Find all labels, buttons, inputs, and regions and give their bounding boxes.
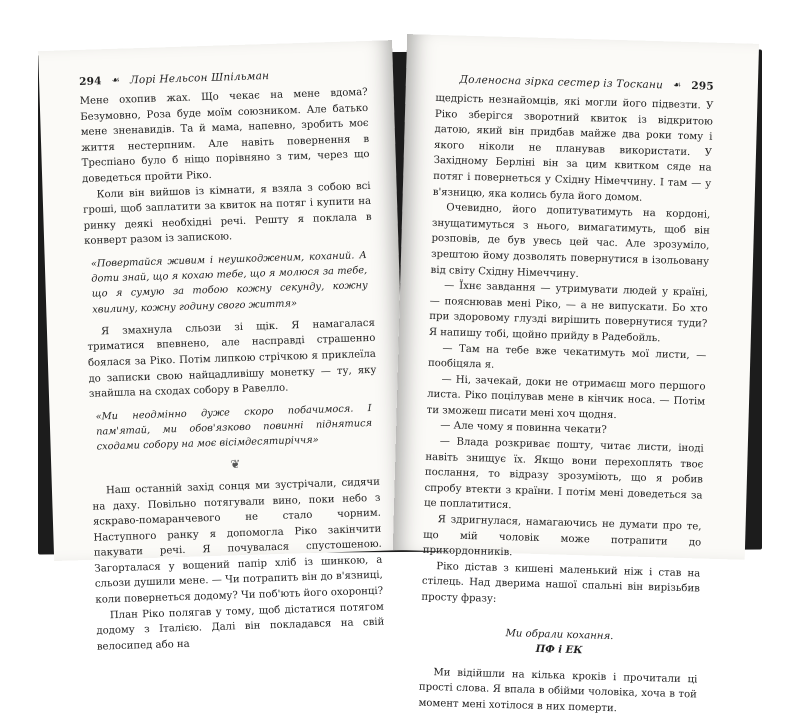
paragraph: — Але чому я повинна чекати? [440, 420, 607, 437]
paragraph: Наш останній захід сонця ми зустрічали, сидячи на даху. Повільно потягували вино, поки небо з яскраво-помаранчевого не стало чорним. Наступного ранку я допомогла Ріко закінчити пакувати речі. Я почувалася спустошеною. Загорталася у вощений папір хліб із шинкою, а сльози душили мене. — Чи потрапить він до в'язниці, коли повернеться додому? Чи поб'ють його охоронці? [92, 476, 384, 606]
section-ornament-icon: ❦ [229, 457, 241, 472]
carved-phrase: Ми обрали кохання. [505, 627, 614, 642]
author-name: Лорі Нельсон Шпільман [129, 70, 270, 87]
note-quote: «Ми неодмінно дуже скоро побачимося. І пам'ятай, ми обов'язково повинні піднятися сходами собору на моє вісімдесятиріччя» [95, 402, 373, 453]
paragraph: — Там на тебе вже чекатимуть мої листи, — пообіцяла я. [427, 342, 707, 371]
paragraph: Мене охопив жах. Що чекає на мене вдома? Безумовно, Роза буде моїм союзником. Але батько мене зненавидів. Та й мама, напевно, зробить моє життя нестерпним. Але навіть повернення в Треспіано було б ніщо порівняно з тим, через що доведеться пройти Ріко. [79, 86, 370, 185]
paragraph: Ріко дістав з кишені маленький ніж і став на стілець. Над дверима нашої спальні він вирізьбив просту фразу: [421, 560, 701, 605]
paragraph: Ми відійшли на кілька кроків і прочитали ці прості слова. Я впала в обійми чоловіка, хоча в той момент мені хотілося в них померти. [418, 666, 698, 715]
left-page [38, 40, 408, 653]
paragraph: План Ріко полягав у тому, щоб дістатися потягом додому з Італією. Далі він покладався на свій велосипед або на [96, 601, 385, 653]
note-quote: «Повертайся живим і неушкодженим, коханий. А доти знай, що я кохаю тебе, що я молюся за тебе, що я сумую за тобою кожну секунду, кожну хвилину, кожну годину свого життя» [90, 249, 368, 316]
right-page [393, 34, 759, 715]
paragraph: Я здригнулася, намагаючись не думати про те, що мій чоловік може потрапити до прикордонників. [422, 514, 702, 559]
page-number-right: 295 [691, 80, 715, 93]
paragraph: щедрість незнайомців, які могли його підвезти. У Ріко зберігся зворотний квиток із відкритою датою, який він придбав майже два роки тому і якого ніколи не планував використати. У Західному Берліні він за цим квитком сяде на потяг і повернеться у Східну Німеччину. І там — у в'язницю, яка колись була його домом. [432, 92, 714, 204]
paragraph: — Ні, зачекай, доки не отримаєш мого першого листа. Ріко поцілував мене в кінчик носа. — Потім ти зможеш писати мені хоч щодня. [426, 373, 706, 421]
paragraph: Очевидно, його допитуватимуть на кордоні, знущатимуться з нього, вимагатимуть, щоб він розповів, де був увесь цей час. Але зрозуміло, зрештою йому дозволять повернутися в ізольовану від світу Східну Німеччину. [430, 202, 711, 280]
paragraph: Коли він вийшов із кімнати, я взяла з собою всі гроші, щоб заплатити за квиток на потяг і купити на ринку деякі необхідні речі. Решту я поклала в конверт разом із запискою. [83, 180, 372, 248]
flourish-icon: ☙ [672, 80, 682, 91]
running-title: Доленосна зірка сестер із Тоскани [459, 73, 664, 92]
paragraph: — Їхнє завдання — утримувати людей у країні, — пояснював мені Ріко, — а не випускати. Бо хто при здоровому глузді вирішить повернутися туди? Я напишу тобі, щойно прийду в Радебойль. [428, 280, 709, 345]
carved-initials: ПФ і ЕК [535, 644, 583, 657]
paragraph: Я змахнула сльози зі щік. Я намагалася триматися впевнено, але насправді страшенно боялася за Ріко. Потім липкою стрічкою я приклеїла до записки свою найцадливішу монетку — ту, яку знайшла на сходах собору в Равелло. [87, 317, 377, 400]
page-number-left: 294 [78, 75, 102, 89]
paragraph: — Влада розкриває пошту, читає листи, іноді навіть знищує їх. Якщо вони перехоплять твоє послання, то відразу зрозуміють, що я робив спробу втекти з країни. І потім мені доведеться за це поплатитися. [423, 436, 704, 512]
flourish-icon: ☙ [111, 75, 121, 87]
